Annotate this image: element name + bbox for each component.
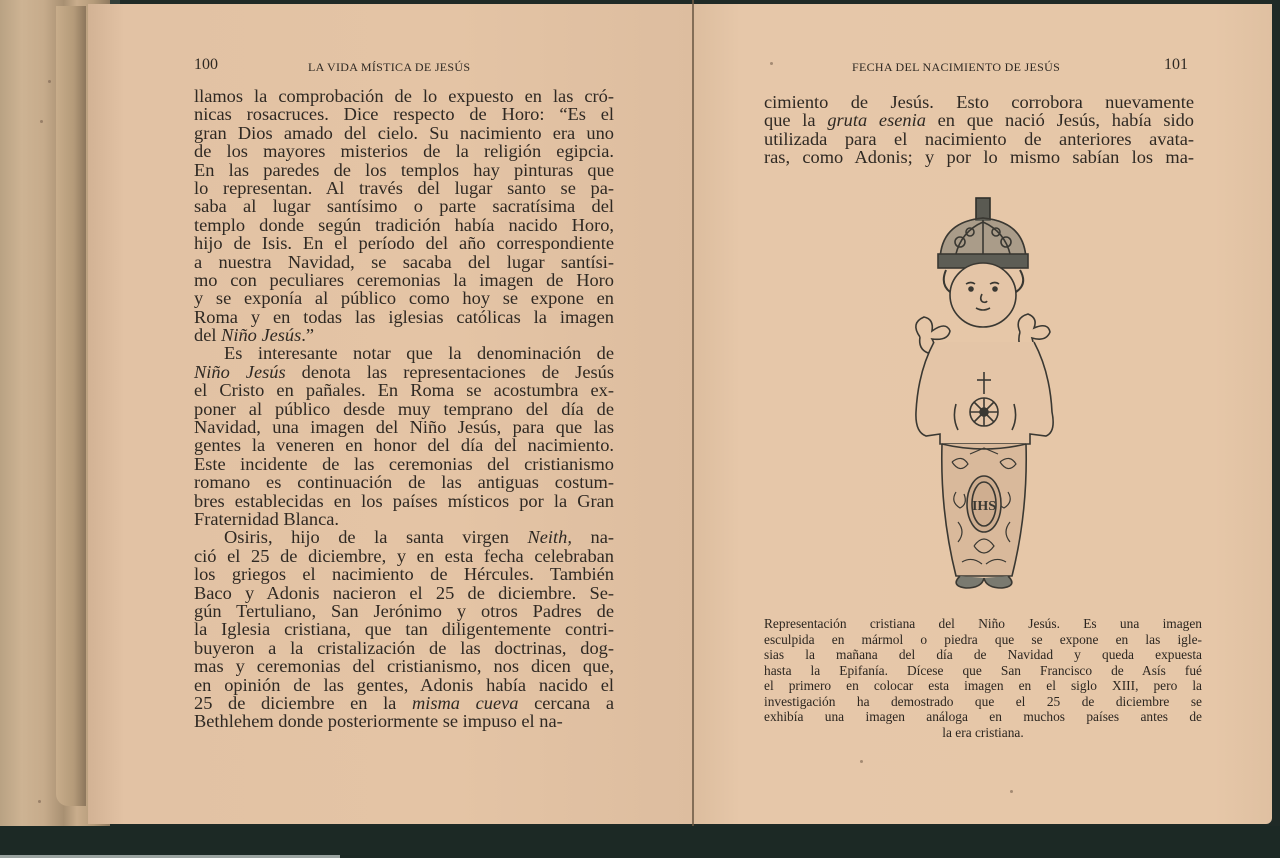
text-run: gran Dios amado del cielo. Su nacimiento era uno [194, 122, 614, 143]
caption-line: esculpida en mármol o piedra que se expone en las igle- [764, 631, 1202, 647]
italic-phrase: Neith, [527, 527, 572, 548]
caption-line: exhibía una imagen análoga en muchos países antes de [764, 709, 1202, 724]
text-run: Osiris, hijo de la santa virgen [224, 527, 528, 548]
text-line [194, 400, 614, 418]
table-surface [0, 826, 1280, 858]
text-run: .” [301, 325, 315, 346]
text-run: mo con peculiares ceremonias la imagen de Horo [194, 269, 614, 290]
left-page-number: 100 [194, 56, 218, 73]
text-line [194, 271, 614, 289]
caption-line: investigación ha demostrado que el 25 de diciembre se [764, 693, 1202, 709]
text-run: la Iglesia cristiana, que tan diligentemente contri- [194, 619, 614, 640]
text-line [194, 216, 614, 234]
paper-speck [1010, 790, 1013, 793]
text-run: na- [571, 527, 614, 548]
caption-line: el primero en colocar esta imagen en el siglo XIII, pero la [764, 678, 1202, 693]
text-run: el Cristo en pañales. En Roma se acostumbra ex- [194, 380, 614, 401]
text-line [194, 253, 614, 271]
italic-phrase: misma cueva [411, 692, 519, 713]
text-line [764, 93, 1194, 111]
text-line [194, 455, 614, 473]
text-run: que la [764, 110, 828, 131]
text-run: del [194, 325, 222, 346]
text-line [194, 676, 614, 694]
svg-text:IHS: IHS [971, 499, 997, 514]
nino-jesus-illustration [900, 192, 1070, 590]
text-line [194, 197, 614, 215]
text-run: poner al público desde muy temprano del día de [194, 398, 614, 419]
text-line [194, 436, 614, 454]
text-line [194, 473, 614, 491]
text-line [194, 418, 614, 436]
text-run: gentes la veneren en honor del día del nacimiento. [194, 435, 614, 456]
italic-phrase: gruta esenia [827, 110, 926, 131]
right-page-number: 101 [1164, 56, 1188, 73]
text-run: Fraternidad Blanca. [194, 508, 340, 529]
text-run: gún Tertuliano, San Jerónimo y otros Padres de [194, 600, 614, 621]
text-run: romano es continuación de las antiguas costum- [194, 472, 614, 493]
text-line [194, 657, 614, 675]
text-run: Este incidente de las ceremonias del cristianismo [194, 453, 614, 474]
text-line [194, 179, 614, 197]
text-line [194, 161, 614, 179]
crown-icon [938, 198, 1028, 268]
right-running-head: FECHA DEL NACIMIENTO DE JESÚS [852, 60, 1061, 74]
text-run: mas y ceremonias del cristianismo, nos dicen que, [194, 656, 614, 677]
figure-caption [764, 616, 1202, 740]
text-run: Roma y en todas las iglesias católicas la imagen [194, 306, 614, 327]
text-run: cercana a [518, 692, 614, 713]
text-run: Navidad, una imagen del Niño Jesús, para que las [194, 417, 614, 438]
text-line [194, 308, 614, 326]
text-run: utilizada para el nacimiento de anteriores avata- [764, 128, 1194, 149]
paper-speck [770, 62, 773, 65]
caption-line: hasta la Epifanía. Dícese que San Francisco de Asís fué [764, 662, 1202, 678]
text-line [194, 639, 614, 657]
paper-speck [860, 760, 863, 763]
text-line [194, 547, 614, 565]
text-line [194, 344, 614, 362]
book-gutter [692, 0, 694, 826]
text-run: hijo de Isis. En el período del año correspondiente [194, 233, 614, 254]
left-body-text [194, 87, 614, 731]
text-line [194, 105, 614, 123]
text-run: Bethlehem donde posteriormente se impuso el na- [194, 711, 563, 732]
paper-speck [40, 120, 43, 123]
page-stack [56, 6, 86, 806]
text-run: llamos la comprobación de lo expuesto en las cró- [194, 86, 614, 106]
text-line [194, 602, 614, 620]
text-run: en opinión de las gentes, Adonis había nacido el [194, 674, 614, 695]
text-line [764, 148, 1194, 166]
text-line [194, 363, 614, 381]
text-run: ció el 25 de diciembre, y en esta fecha celebraban [194, 545, 614, 566]
caption-line: sias la mañana del día de Navidad y queda expuesta [764, 647, 1202, 662]
text-run: de los mayores misterios de la religión egipcia. [194, 141, 614, 162]
text-line [194, 694, 614, 712]
text-run: En las paredes de los templos hay pinturas que [194, 159, 614, 180]
text-run: Baco y Adonis nacieron el 25 de diciembre. Se- [194, 582, 614, 603]
text-line [194, 289, 614, 307]
text-run: lo representan. Al través del lugar santo se pa- [194, 177, 614, 198]
text-line [194, 528, 614, 546]
text-line [194, 142, 614, 160]
right-body-text [764, 93, 1194, 167]
text-line [194, 87, 614, 105]
text-line [764, 111, 1194, 129]
text-line [194, 620, 614, 638]
text-run: denota las representaciones de Jesús [285, 361, 614, 382]
text-run: cimiento de Jesús. Esto corrobora nuevamente [764, 92, 1194, 112]
left-page [88, 4, 694, 824]
caption-line: Representación cristiana del Niño Jesús. Es una imagen [764, 616, 1202, 631]
text-run: ras, como Adonis; y por lo mismo sabían los ma- [764, 147, 1194, 168]
paper-speck [38, 800, 41, 803]
caption-line: la era cristiana. [942, 724, 1024, 740]
text-run: saba al lugar santísimo o parte sacratísima del [194, 196, 614, 217]
text-line [194, 124, 614, 142]
paper-speck [48, 80, 51, 83]
text-run: Es interesante notar que la denominación de [224, 343, 614, 364]
text-run: bres establecidas en los países místicos por la Gran [194, 490, 614, 511]
text-run: en que nació Jesús, había sido [925, 110, 1194, 131]
text-line [194, 326, 614, 344]
text-line [194, 510, 614, 528]
text-run: 25 de diciembre en la [194, 692, 412, 713]
text-run: y se exponía al público como hoy se expone en [194, 288, 614, 309]
text-run: nicas rosacruces. Dice respecto de Horo: “Es el [194, 104, 614, 125]
text-run: templo donde según tradición había nacido Horo, [194, 214, 614, 235]
text-line [194, 381, 614, 399]
text-line [194, 584, 614, 602]
text-run: los griegos el nacimiento de Hércules. También [194, 564, 614, 585]
text-run: a nuestra Navidad, se sacaba del lugar santísi- [194, 251, 614, 272]
italic-phrase: Niño Jesús [221, 325, 302, 346]
text-line [194, 712, 614, 730]
text-line [764, 130, 1194, 148]
left-running-head: LA VIDA MÍSTICA DE JESÚS [308, 60, 471, 74]
text-line [194, 234, 614, 252]
italic-phrase: Niño Jesús [194, 361, 286, 382]
text-line [194, 565, 614, 583]
text-line [194, 492, 614, 510]
text-run: buyeron a la cristalización de las doctrinas, dog- [194, 637, 614, 658]
